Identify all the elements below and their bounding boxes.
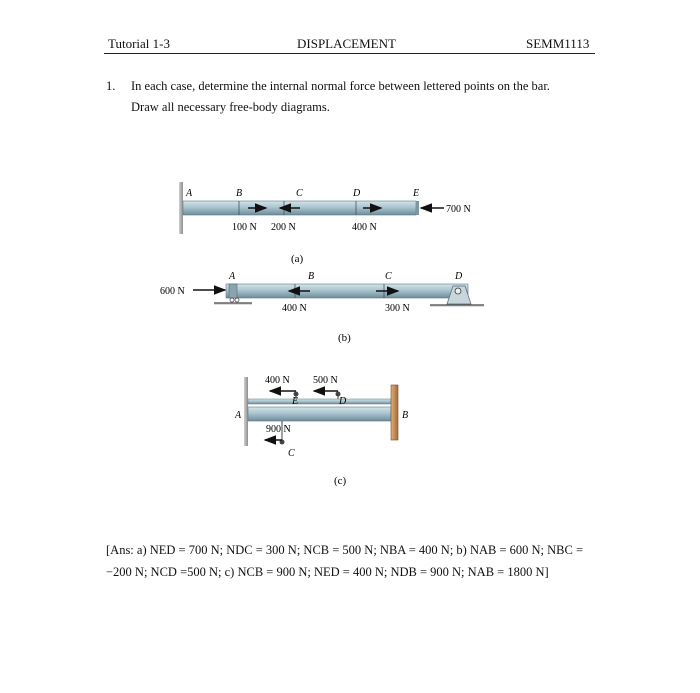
figure-a [179,182,471,265]
answer-line-1: [Ans: a) NED = 700 N; NDC = 300 N; NCB = 500 N; NBA = 400 N; b) NAB = 600 N; NBC = [106,543,584,557]
answer-line-2: −200 N; NCD =500 N; c) NCB = 900 N; NED = 400 N; NDB = 900 N; NAB = 1800 N] [106,565,549,579]
figure-a-label-D: D [353,188,361,199]
figure-a-caption: (a) [291,253,304,265]
figure-c [234,375,408,487]
figure-c-label-A: A [235,410,242,421]
figure-a-load-100n: 100 N [232,222,257,233]
figure-a-label-B: B [236,188,243,199]
figure-a-load-200n: 200 N [271,222,296,233]
figure-b-label-D: D [455,271,463,282]
question-number: 1. [106,79,116,93]
figure-b-load-600n: 600 N [160,286,185,297]
figure-c-bar [248,407,391,421]
figure-b-caption: (b) [338,332,351,344]
figure-b-load-400n: 400 N [282,303,307,314]
figure-c-load-500n: 500 N [313,375,338,386]
figure-c-end-plate [391,385,398,440]
figure-c-wall [244,377,248,446]
figure-b-bar [226,284,468,298]
figure-c-label-E: E [292,396,299,407]
figure-b-label-A: A [229,271,236,282]
figure-a-label-A: A [186,188,193,199]
header-right: SEMM1113 [526,36,590,51]
figure-c-load-400n: 400 N [265,375,290,386]
figure-a-end-cap [416,201,419,215]
figure-c-label-D: D [339,396,347,407]
figure-a-load-700n: 700 N [446,204,471,215]
figure-b-label-B: B [308,271,315,282]
header-left: Tutorial 1-3 [108,36,170,51]
figure-c-label-C: C [288,448,295,459]
figure-c-label-B: B [402,410,409,421]
figure-a-label-E: E [413,188,420,199]
figure-b [160,271,484,344]
question-line-1: In each case, determine the internal normal force between lettered points on the bar. [131,79,550,93]
figure-a-load-400n: 400 N [352,222,377,233]
figure-c-caption: (c) [334,475,347,487]
figure-b-label-C: C [385,271,392,282]
figure-b-load-300n: 300 N [385,303,410,314]
question-line-2: Draw all necessary free-body diagrams. [131,100,330,114]
figure-c-top-rod [248,399,391,404]
figure-a-label-C: C [296,188,303,199]
figure-a-wall [179,182,183,234]
figure-c-load-900n: 900 N [266,424,291,435]
header-center: DISPLACEMENT [297,36,396,51]
